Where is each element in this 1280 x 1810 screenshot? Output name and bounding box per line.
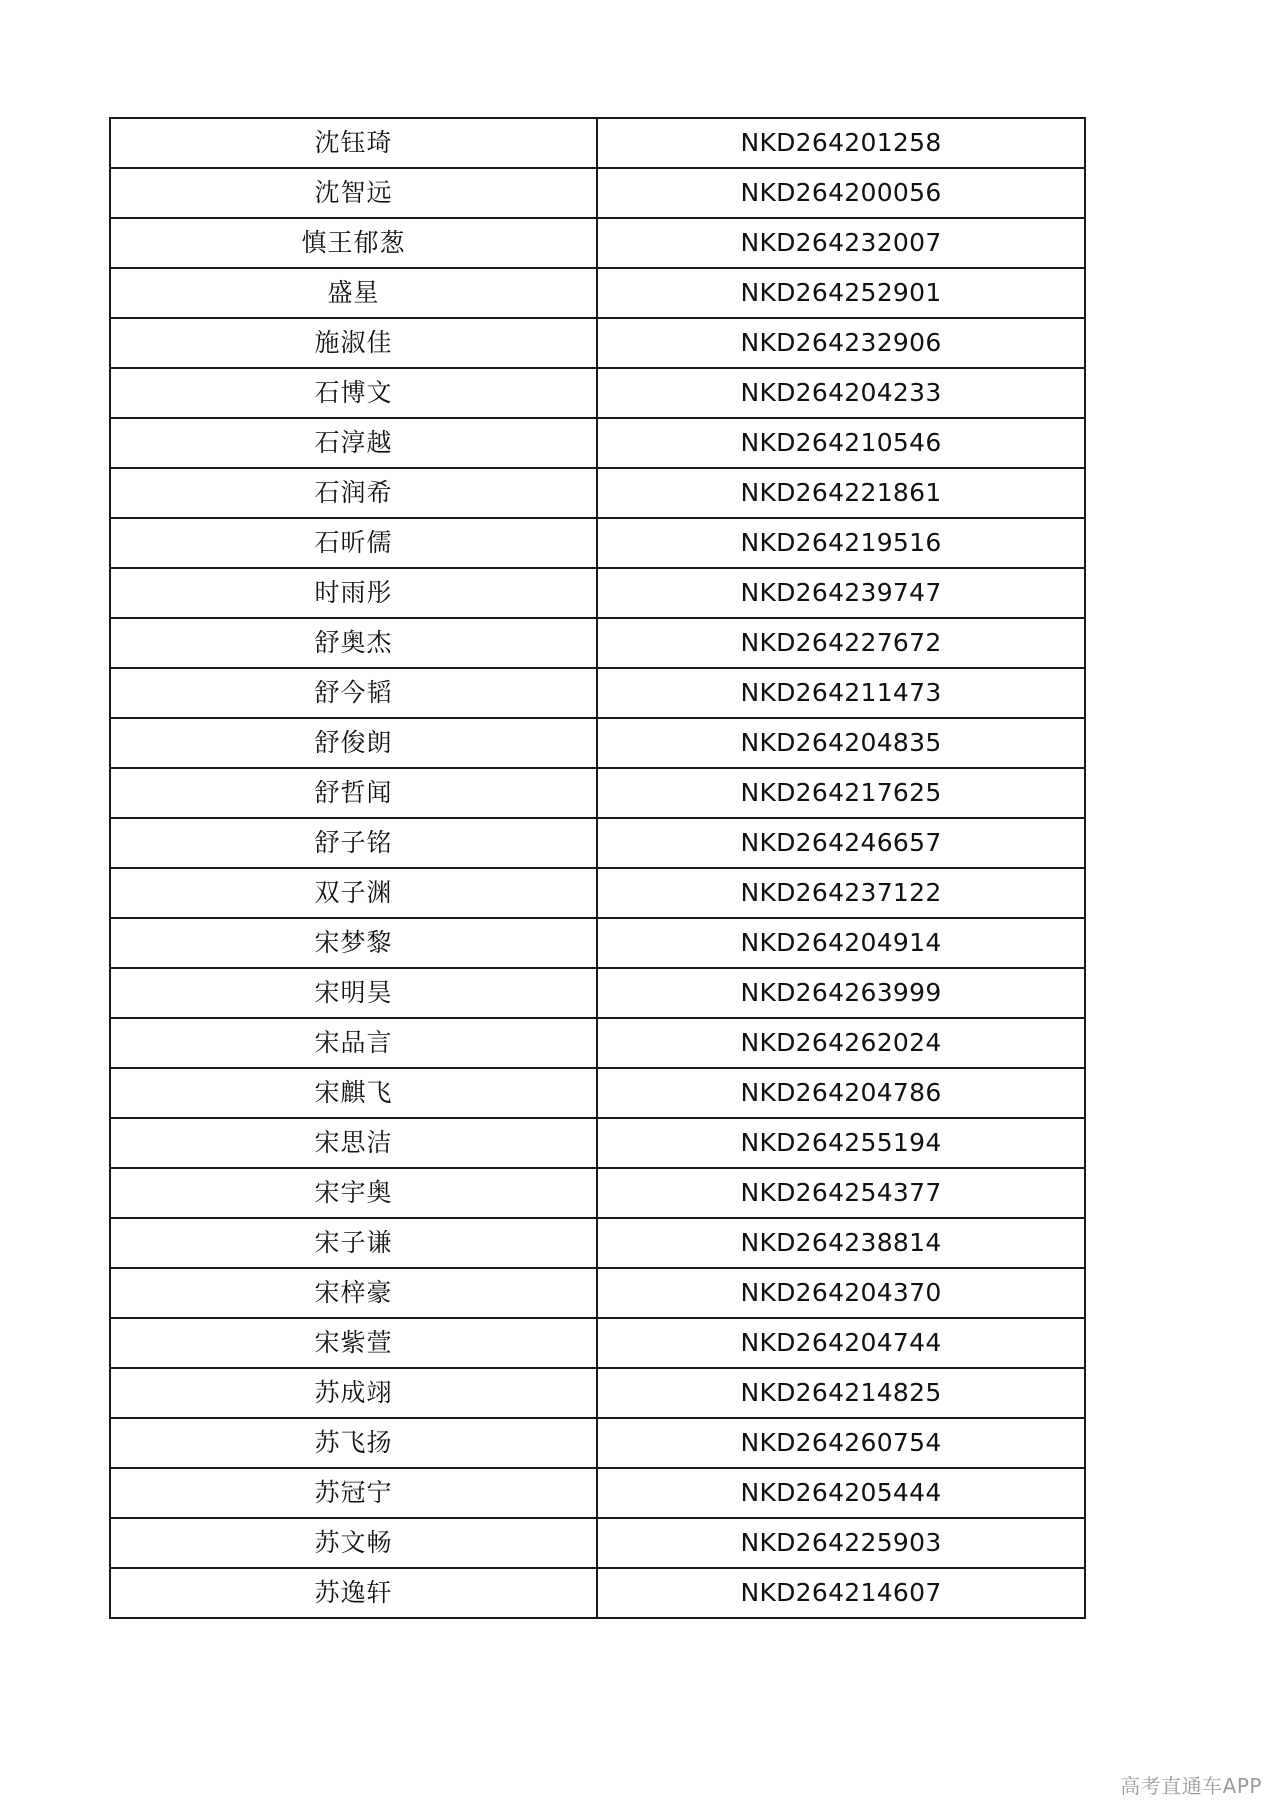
exam-id-cell: NKD264214607 [597, 1568, 1085, 1618]
exam-id-cell: NKD264204744 [597, 1318, 1085, 1368]
student-name-cell: 苏飞扬 [110, 1418, 597, 1468]
student-name-cell: 宋紫萱 [110, 1318, 597, 1368]
table-row [110, 868, 1085, 918]
table-row [110, 218, 1085, 268]
student-name-cell: 石淳越 [110, 418, 597, 468]
student-name-cell: 舒子铭 [110, 818, 597, 868]
student-name-cell: 宋子谦 [110, 1218, 597, 1268]
student-name-cell: 宋梓豪 [110, 1268, 597, 1318]
student-name-cell: 时雨彤 [110, 568, 597, 618]
student-name-cell: 石博文 [110, 368, 597, 418]
student-name-cell: 双子渊 [110, 868, 597, 918]
exam-id-cell: NKD264217625 [597, 768, 1085, 818]
student-name-cell: 慎王郁葱 [110, 218, 597, 268]
student-name-cell: 施淑佳 [110, 318, 597, 368]
table-row [110, 768, 1085, 818]
student-name-cell: 宋麒飞 [110, 1068, 597, 1118]
exam-id-cell: NKD264214825 [597, 1368, 1085, 1418]
exam-id-cell: NKD264204786 [597, 1068, 1085, 1118]
exam-id-cell: NKD264205444 [597, 1468, 1085, 1518]
table-row [110, 818, 1085, 868]
table-row [110, 918, 1085, 968]
student-name-cell: 宋品言 [110, 1018, 597, 1068]
exam-id-cell: NKD264204914 [597, 918, 1085, 968]
student-name-cell: 石润希 [110, 468, 597, 518]
table-row [110, 268, 1085, 318]
roster-sheet [109, 117, 1082, 1619]
table-row [110, 468, 1085, 518]
student-name-cell: 宋明昊 [110, 968, 597, 1018]
table-row [110, 1518, 1085, 1568]
exam-id-cell: NKD264219516 [597, 518, 1085, 568]
student-name-cell: 舒俊朗 [110, 718, 597, 768]
table-row [110, 668, 1085, 718]
exam-id-cell: NKD264254377 [597, 1168, 1085, 1218]
exam-id-cell: NKD264246657 [597, 818, 1085, 868]
table-row [110, 1168, 1085, 1218]
table-row [110, 1118, 1085, 1168]
exam-id-cell: NKD264204370 [597, 1268, 1085, 1318]
exam-id-cell: NKD264263999 [597, 968, 1085, 1018]
table-row [110, 1018, 1085, 1068]
table-row [110, 718, 1085, 768]
exam-id-cell: NKD264227672 [597, 618, 1085, 668]
table-row [110, 1368, 1085, 1418]
exam-id-cell: NKD264204835 [597, 718, 1085, 768]
exam-id-cell: NKD264252901 [597, 268, 1085, 318]
exam-id-cell: NKD264201258 [597, 118, 1085, 168]
table-row [110, 1068, 1085, 1118]
watermark-text: 高考直通车APP [1120, 1774, 1262, 1798]
student-name-cell: 沈钰琦 [110, 118, 597, 168]
student-name-cell: 苏成翊 [110, 1368, 597, 1418]
student-name-cell: 苏文畅 [110, 1518, 597, 1568]
table-row [110, 618, 1085, 668]
roster-table-body [110, 118, 1085, 1618]
student-name-cell: 舒哲闻 [110, 768, 597, 818]
exam-id-cell: NKD264255194 [597, 1118, 1085, 1168]
table-row [110, 1218, 1085, 1268]
exam-id-cell: NKD264200056 [597, 168, 1085, 218]
student-name-cell: 石昕儒 [110, 518, 597, 568]
exam-id-cell: NKD264232906 [597, 318, 1085, 368]
table-row [110, 168, 1085, 218]
exam-id-cell: NKD264237122 [597, 868, 1085, 918]
exam-id-cell: NKD264260754 [597, 1418, 1085, 1468]
exam-id-cell: NKD264239747 [597, 568, 1085, 618]
student-name-cell: 苏冠宁 [110, 1468, 597, 1518]
exam-id-cell: NKD264221861 [597, 468, 1085, 518]
student-name-cell: 苏逸轩 [110, 1568, 597, 1618]
student-name-cell: 宋思洁 [110, 1118, 597, 1168]
table-row [110, 568, 1085, 618]
exam-id-cell: NKD264225903 [597, 1518, 1085, 1568]
table-row [110, 1418, 1085, 1468]
student-name-cell: 盛星 [110, 268, 597, 318]
table-row [110, 118, 1085, 168]
exam-id-cell: NKD264204233 [597, 368, 1085, 418]
roster-table [109, 117, 1086, 1619]
student-name-cell: 宋梦黎 [110, 918, 597, 968]
exam-id-cell: NKD264262024 [597, 1018, 1085, 1068]
table-row [110, 1468, 1085, 1518]
table-row [110, 1268, 1085, 1318]
table-row [110, 968, 1085, 1018]
exam-id-cell: NKD264232007 [597, 218, 1085, 268]
student-name-cell: 舒奥杰 [110, 618, 597, 668]
student-name-cell: 沈智远 [110, 168, 597, 218]
exam-id-cell: NKD264211473 [597, 668, 1085, 718]
student-name-cell: 舒今韬 [110, 668, 597, 718]
table-row [110, 318, 1085, 368]
student-name-cell: 宋宇奥 [110, 1168, 597, 1218]
table-row [110, 1318, 1085, 1368]
table-row [110, 368, 1085, 418]
table-row [110, 1568, 1085, 1618]
table-row [110, 418, 1085, 468]
exam-id-cell: NKD264238814 [597, 1218, 1085, 1268]
exam-id-cell: NKD264210546 [597, 418, 1085, 468]
table-row [110, 518, 1085, 568]
